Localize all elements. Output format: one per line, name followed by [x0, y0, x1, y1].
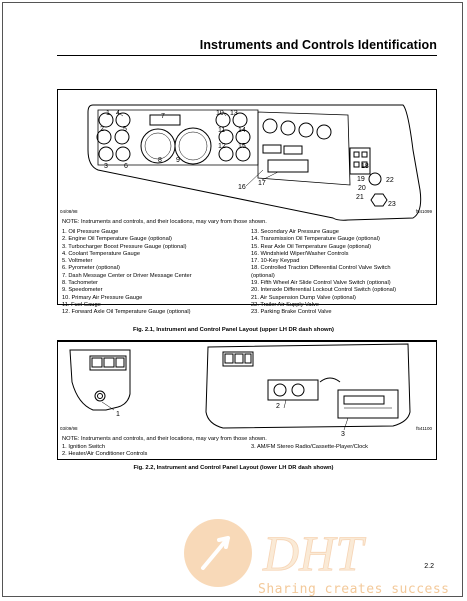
hvac-controls — [268, 380, 318, 400]
legend-left — [62, 229, 192, 317]
legend-right — [251, 444, 368, 451]
wiper-switch — [263, 145, 281, 153]
svg-text:8: 8 — [158, 157, 162, 164]
legend-item: 20. Interaxle Differential Lockout Control Switch (optional) — [251, 287, 397, 294]
legend-item: 17. 10-Key Keypad — [251, 258, 300, 265]
title-rule — [57, 55, 437, 56]
svg-text:16: 16 — [238, 184, 246, 191]
svg-text:1: 1 — [116, 411, 120, 418]
svg-text:18: 18 — [361, 163, 369, 170]
svg-text:11: 11 — [218, 127, 226, 134]
keypad-10-key — [268, 160, 308, 172]
figure-note: NOTE: Instruments and controls, and their locations, may vary from those shown. — [62, 436, 267, 442]
message-center-display — [150, 115, 180, 125]
figure-caption: Fig. 2.1, Instrument and Control Panel Layout (upper LH DR dash shown) — [133, 327, 334, 333]
legend-item: 8. Tachometer — [62, 280, 98, 287]
svg-text:22: 22 — [386, 177, 394, 184]
legend-item: 4. Coolant Temperature Gauge — [62, 250, 140, 257]
svg-text:2: 2 — [276, 403, 280, 410]
vent — [320, 378, 340, 382]
svg-text:3: 3 — [104, 163, 108, 170]
page-number: 2.2 — [424, 563, 434, 570]
speedometer-gauge — [175, 128, 211, 164]
legend-item: (optional) — [251, 272, 275, 279]
legend-item: 3. AM/FM Stereo Radio/Cassette-Player/Clock — [251, 444, 368, 450]
legend-item: 23. Parking Brake Control Valve — [251, 309, 332, 316]
svg-text:12: 12 — [218, 143, 226, 150]
legend-item: 7. Dash Message Center or Driver Message Center — [62, 272, 192, 279]
legend-item: 21. Air Suspension Dump Valve (optional) — [251, 294, 356, 301]
small-gauges-right — [216, 113, 250, 161]
figure-note: NOTE: Instruments and controls, and their locations, may vary from those shown. — [62, 219, 267, 225]
parking-brake-knob — [371, 194, 387, 206]
svg-text:10: 10 — [216, 110, 224, 117]
legend-item: 22. Trailer Air Supply Valve — [251, 301, 319, 308]
legend-item: 1. Ignition Switch — [62, 444, 105, 450]
legend-item: 2. Heater/Air Conditioner Controls — [62, 451, 148, 458]
svg-text:9: 9 — [176, 157, 180, 164]
svg-text:23: 23 — [388, 201, 396, 208]
figure-caption: Fig. 2.2, Instrument and Control Panel Layout (lower LH DR dash shown) — [133, 465, 334, 471]
watermark-logo-text: DHT — [263, 525, 364, 581]
ignition-switch — [95, 391, 105, 401]
svg-text:17: 17 — [258, 180, 266, 187]
figure-code-right: f541099 — [415, 209, 432, 214]
watermark-logo — [183, 518, 443, 588]
svg-text:2: 2 — [100, 126, 104, 133]
small-gauges-left — [97, 113, 130, 161]
legend-item: 12. Forward Axle Oil Temperature Gauge (optional) — [62, 309, 191, 316]
svg-text:13: 13 — [230, 110, 238, 117]
legend-item: 19. Fifth Wheel Air Slide Control Valve Switch (optional) — [251, 280, 391, 287]
svg-text:7: 7 — [161, 113, 165, 120]
svg-text:20: 20 — [358, 185, 366, 192]
figure-2-2 — [57, 341, 437, 460]
legend-item: 10. Primary Air Pressure Gauge — [62, 294, 143, 301]
svg-text:6: 6 — [124, 163, 128, 170]
svg-text:15: 15 — [238, 143, 246, 150]
legend-left — [62, 444, 147, 459]
trailer-air-supply-knob — [369, 173, 381, 185]
legend-item: 5. Voltmeter — [62, 258, 93, 265]
page-title: Instruments and Controls Identification — [199, 38, 437, 52]
legend-item: 6. Pyrometer (optional) — [62, 265, 120, 272]
legend-item: 16. Windshield Wiper/Washer Controls — [251, 250, 349, 257]
svg-text:21: 21 — [356, 194, 364, 201]
svg-text:3: 3 — [341, 431, 345, 438]
figure-2-1 — [57, 89, 437, 316]
svg-text:4: 4 — [116, 110, 120, 117]
figure-code-right: f541100 — [416, 426, 432, 431]
figure-code-left: 04/08/98 — [60, 209, 78, 214]
legend-item: 11. Fuel Gauge — [62, 301, 101, 308]
legend-item: 9. Speedometer — [62, 287, 103, 294]
legend-right — [251, 229, 396, 317]
legend-item: 13. Secondary Air Pressure Gauge — [251, 229, 339, 235]
right-panel-gauges — [263, 119, 331, 139]
svg-text:14: 14 — [238, 127, 246, 134]
svg-text:5: 5 — [123, 126, 127, 133]
watermark-tagline: Sharing creates success — [258, 582, 450, 597]
legend-item: 1. Oil Pressure Gauge — [62, 229, 119, 235]
legend-item: 15. Rear Axle Oil Temperature Gauge (optional) — [251, 243, 372, 250]
legend-item: 3. Turbocharger Boost Pressure Gauge (optional) — [62, 243, 187, 250]
svg-text:1: 1 — [106, 110, 110, 117]
figure-code-left: 03/09/98 — [60, 426, 78, 431]
legend-item: 2. Engine Oil Temperature Gauge (optional) — [62, 236, 172, 243]
legend-item: 14. Transmission Oil Temperature Gauge (optional) — [251, 236, 380, 243]
legend-item: 18. Controlled Traction Differential Control Valve Switch — [251, 265, 391, 272]
svg-text:19: 19 — [357, 176, 365, 183]
